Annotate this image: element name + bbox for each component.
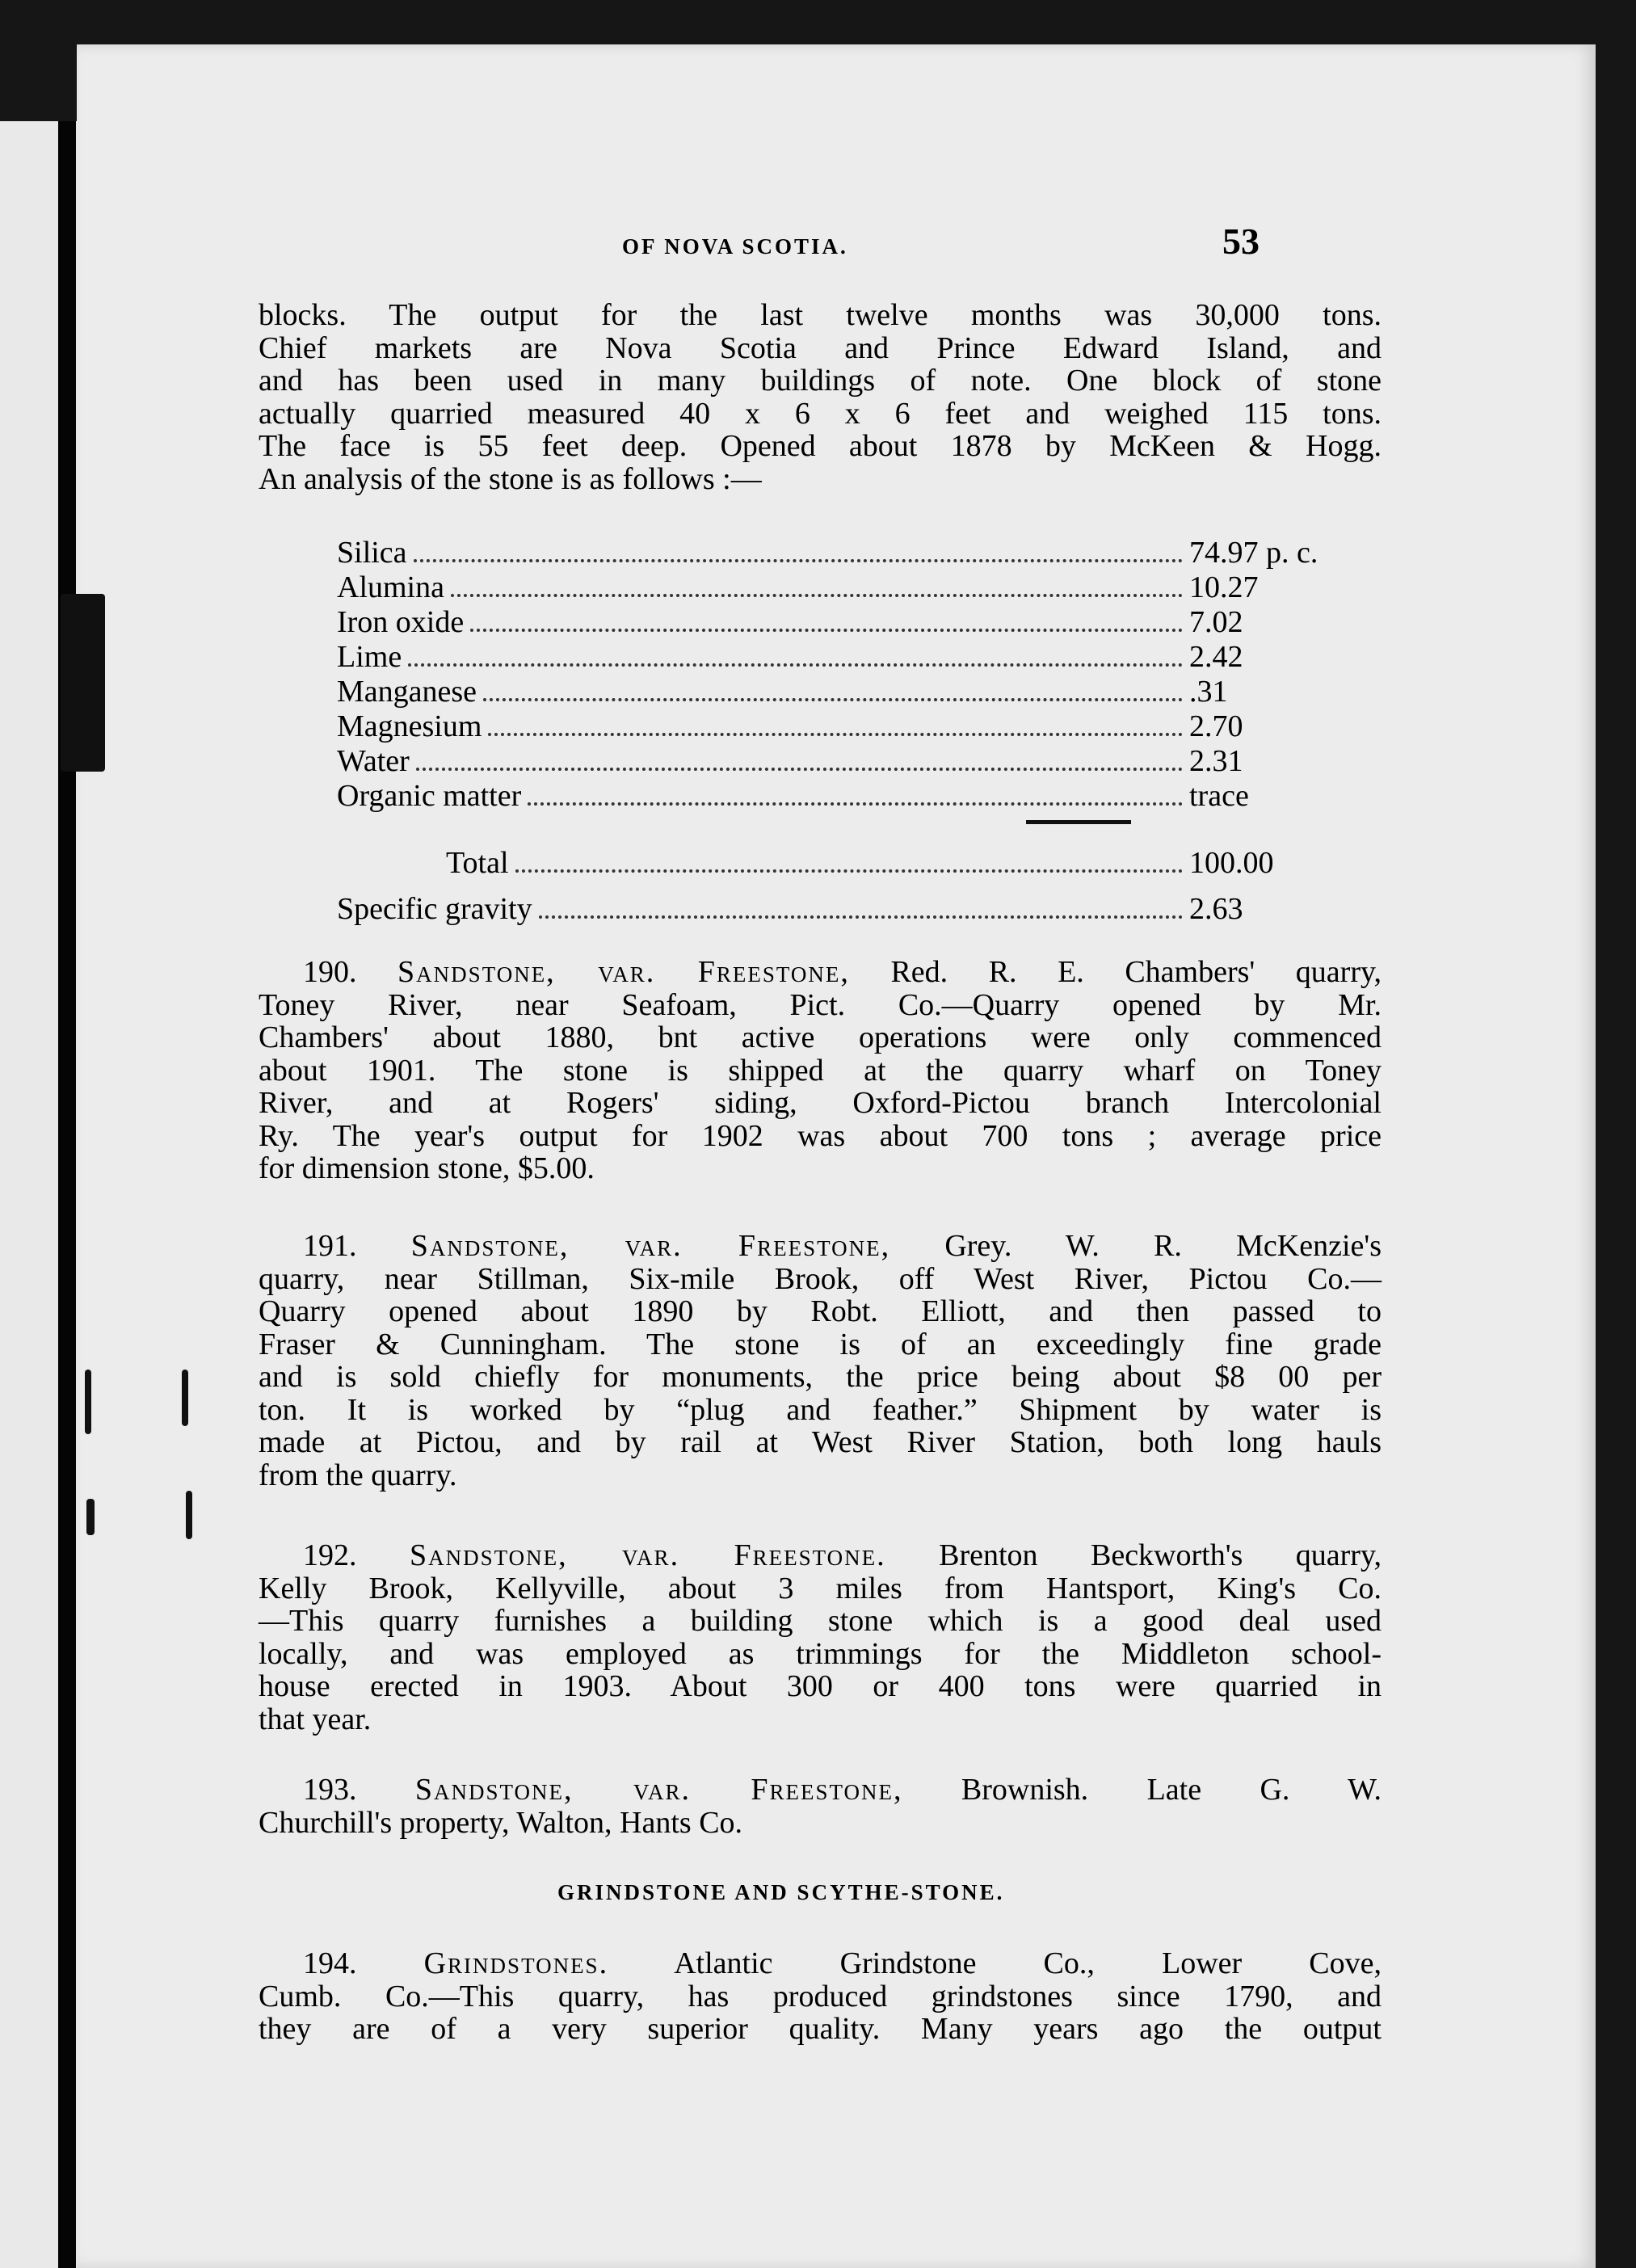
leader-dots <box>488 733 1183 736</box>
text-fragment: Brenton Beckworth's quarry, <box>885 1538 1382 1572</box>
text-line: blocks. The output for the last twelve months was 30,000 tons. <box>259 298 1382 332</box>
entry-kind: Sandstone, var. Freestone. <box>409 1538 886 1572</box>
analysis-value: 2.31 <box>1189 744 1243 778</box>
running-head: OF NOVA SCOTIA. <box>622 234 848 259</box>
text-line: ton. It is worked by “plug and feather.” Shipment by water is <box>259 1392 1382 1427</box>
leader-dots <box>539 915 1183 919</box>
text-fragment: Atlantic Grindstone Co., Lower Cove, <box>608 1946 1382 1980</box>
text-line: quarry, near Stillman, Six-mile Brook, off West River, Pictou Co.— <box>259 1261 1382 1296</box>
text-line: Fraser & Cunningham. The stone is of an exceedingly fine grade <box>259 1327 1382 1361</box>
binding-mark <box>61 594 105 772</box>
text-line: Cumb. Co.—This quarry, has produced grindstones since 1790, and <box>259 1979 1382 2013</box>
entry-194 <box>259 1947 1382 2046</box>
analysis-value: 2.63 <box>1189 892 1243 926</box>
text-line: that year. <box>259 1702 372 1736</box>
text-line <box>259 956 1382 989</box>
analysis-row <box>337 604 1290 639</box>
text-line: house erected in 1903. About 300 or 400 tons were quarried in <box>259 1669 1382 1703</box>
text-line: The face is 55 feet deep. Opened about 1878 by McKeen & Hogg. <box>259 429 1382 463</box>
text-line: Chief markets are Nova Scotia and Prince Edward Island, and <box>259 330 1382 365</box>
analysis-label: Specific gravity <box>337 892 532 926</box>
leader-dots <box>451 594 1183 597</box>
entry-191 <box>259 1230 1382 1492</box>
binding-mark <box>85 1370 91 1434</box>
entry-number: 193. <box>303 1773 357 1807</box>
text-line: about 1901. The stone is shipped at the quarry wharf on Toney <box>259 1053 1382 1088</box>
analysis-table <box>337 535 1318 926</box>
analysis-gravity-row <box>337 891 1290 926</box>
text-fragment: Grey. W. R. McKenzie's <box>890 1229 1382 1263</box>
analysis-value: .31 <box>1189 675 1228 709</box>
text-line: for dimension stone, $5.00. <box>259 1151 595 1185</box>
intro-paragraph <box>259 299 1382 495</box>
text-line: and has been used in many buildings of note. One block of stone <box>259 364 1382 398</box>
text-line: An analysis of the stone is as follows :— <box>259 461 762 496</box>
text-line: from the quarry. <box>259 1458 457 1492</box>
analysis-row <box>337 674 1290 709</box>
text-line <box>259 1539 1382 1572</box>
entry-192 <box>259 1539 1382 1736</box>
entry-kind: Grindstones. <box>423 1946 609 1980</box>
text-line: Chambers' about 1880, bnt active operations were only commenced <box>259 1020 1382 1054</box>
entry-kind: Sandstone, var. Freestone, <box>410 1229 891 1263</box>
text-fragment: Brownish. Late G. W. <box>902 1773 1382 1807</box>
entry-193 <box>259 1774 1382 1839</box>
leader-dots <box>483 698 1183 701</box>
analysis-value: 2.70 <box>1189 709 1243 743</box>
leader-dots <box>416 768 1183 771</box>
analysis-value: 2.42 <box>1189 640 1243 674</box>
analysis-label: Total <box>446 846 509 880</box>
binding-mark <box>86 1499 95 1535</box>
text-line: locally, and was employed as trimmings for the Middleton school- <box>259 1636 1382 1671</box>
analysis-total-row <box>337 845 1290 880</box>
analysis-value: 7.02 <box>1189 605 1243 639</box>
analysis-row <box>337 778 1290 813</box>
analysis-label: Lime <box>337 640 402 674</box>
text-line: actually quarried measured 40 x 6 x 6 feet and weighed 115 tons. <box>259 396 1382 431</box>
analysis-row <box>337 639 1290 674</box>
analysis-label: Magnesium <box>337 709 482 743</box>
entry-kind: Sandstone, var. Freestone, <box>397 955 850 989</box>
text-line: Ry. The year's output for 1902 was about 700 tons ; average price <box>259 1118 1382 1153</box>
leader-dots <box>470 629 1183 632</box>
text-line: made at Pictou, and by rail at West River Station, both long hauls <box>259 1425 1382 1459</box>
text-line: —This quarry furnishes a building stone which is a good deal used <box>259 1604 1382 1638</box>
text-line <box>259 1230 1382 1263</box>
analysis-label: Alumina <box>337 570 444 604</box>
analysis-value: 100.00 <box>1189 846 1274 880</box>
entry-number: 192. <box>303 1538 357 1572</box>
entry-number: 191. <box>303 1229 357 1263</box>
entry-190 <box>259 956 1382 1185</box>
analysis-row <box>337 743 1290 778</box>
text-line: Toney River, near Seafoam, Pict. Co.—Quarry opened by Mr. <box>259 987 1382 1022</box>
analysis-label: Silica <box>337 536 407 570</box>
book-spine <box>58 121 76 2268</box>
analysis-row <box>337 535 1318 570</box>
entry-kind: Sandstone, var. Freestone, <box>414 1773 903 1807</box>
section-heading: GRINDSTONE AND SCYTHE-STONE. <box>557 1880 1005 1904</box>
entry-number: 194. <box>303 1946 357 1980</box>
analysis-label: Manganese <box>337 675 477 709</box>
analysis-value: 10.27 <box>1189 570 1259 604</box>
text-line: Churchill's property, Walton, Hants Co. <box>259 1805 743 1840</box>
page-number: 53 <box>1222 221 1260 262</box>
text-line: Kelly Brook, Kellyville, about 3 miles from Hantsport, King's Co. <box>259 1571 1382 1605</box>
analysis-row <box>337 570 1290 604</box>
text-line <box>259 1947 1382 1980</box>
binding-mark <box>182 1370 188 1426</box>
text-line <box>259 1774 1382 1807</box>
text-line: they are of a very superior quality. Many years ago the output <box>259 2012 1382 2046</box>
analysis-label: Iron oxide <box>337 605 465 639</box>
leader-dots <box>515 869 1183 873</box>
text-line: River, and at Rogers' siding, Oxford-Pictou branch Intercolonial <box>259 1086 1382 1120</box>
total-rule <box>1026 820 1131 824</box>
leader-dots <box>528 802 1183 806</box>
leader-dots <box>408 663 1183 667</box>
analysis-value: 74.97 p. c. <box>1189 536 1318 570</box>
text-line: Quarry opened about 1890 by Robt. Elliott, and then passed to <box>259 1294 1382 1328</box>
analysis-row <box>337 709 1290 743</box>
analysis-label: Water <box>337 744 410 778</box>
leader-dots <box>414 559 1183 562</box>
analysis-label: Organic matter <box>337 779 522 813</box>
analysis-value: trace <box>1189 779 1249 813</box>
entry-number: 190. <box>303 955 357 989</box>
binding-mark <box>186 1491 192 1539</box>
text-line: and is sold chiefly for monuments, the price being about $8 00 per <box>259 1360 1382 1394</box>
text-fragment: Red. R. E. Chambers' quarry, <box>849 955 1382 989</box>
